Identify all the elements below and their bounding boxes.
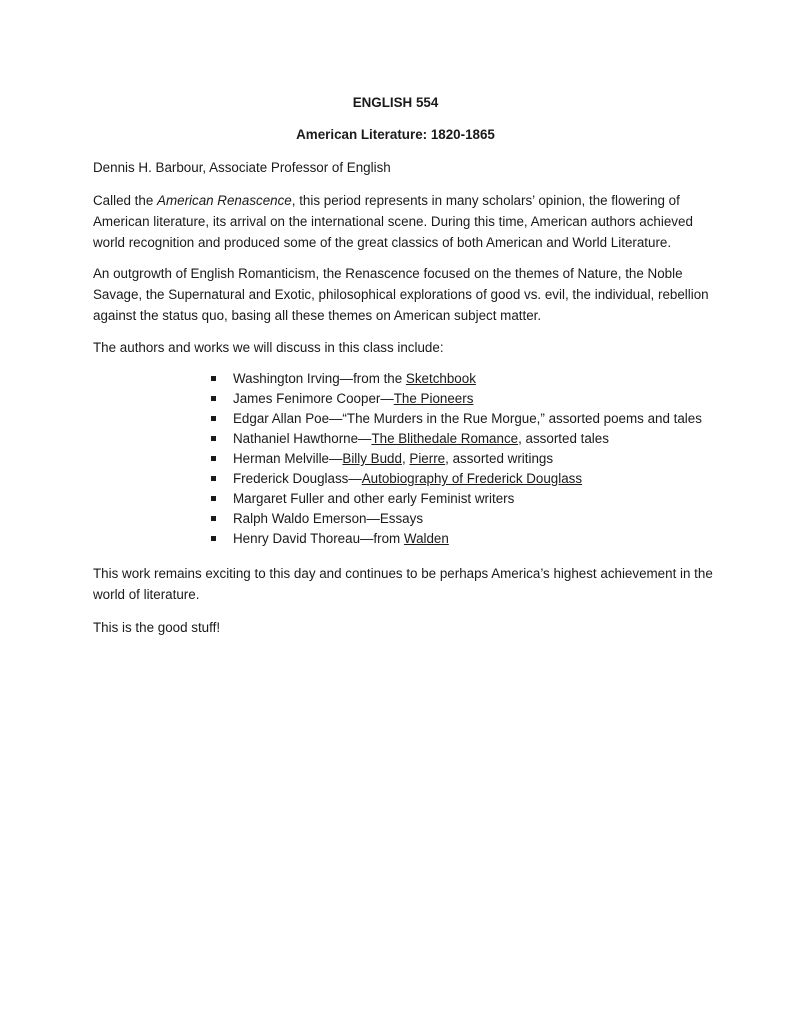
square-bullet-icon bbox=[211, 396, 216, 401]
list-item bbox=[209, 509, 702, 529]
item-title: Billy Budd bbox=[342, 451, 402, 466]
item-text: Margaret Fuller and other early Feminist writers bbox=[233, 491, 515, 506]
list-item bbox=[209, 429, 702, 449]
closing-line: This is the good stuff! bbox=[93, 620, 221, 635]
item-title: Sketchbook bbox=[405, 371, 476, 386]
list-item bbox=[209, 389, 702, 409]
list-item bbox=[209, 369, 702, 389]
item-text: Edgar Allan Poe—“The Murders in the Rue Morgue,” assorted poems and tales bbox=[233, 411, 702, 426]
square-bullet-icon bbox=[211, 496, 216, 501]
item-text: Washington Irving—from the bbox=[233, 371, 406, 386]
square-bullet-icon bbox=[211, 436, 216, 441]
intro-emphasis: American Renascence bbox=[157, 193, 292, 208]
square-bullet-icon bbox=[211, 376, 216, 381]
list-item bbox=[209, 449, 702, 469]
item-text-end: , assorted writings bbox=[445, 451, 554, 466]
intro-text-start: Called the bbox=[93, 193, 158, 208]
square-bullet-icon bbox=[211, 416, 216, 421]
intro-text-end: , this period represents in many scholars’ opinion, the flowering of American literature, its arrival on the international scene. During this time, American authors achieved world recognition and produced some of the great classics of both American and World Literature. bbox=[93, 193, 693, 250]
works-list bbox=[209, 369, 702, 549]
item-title: Walden bbox=[403, 531, 449, 546]
square-bullet-icon bbox=[211, 456, 216, 461]
square-bullet-icon bbox=[211, 516, 216, 521]
square-bullet-icon bbox=[211, 476, 216, 481]
document-title: ENGLISH 554 bbox=[352, 95, 439, 110]
list-item bbox=[209, 409, 702, 429]
intro-paragraph bbox=[93, 190, 713, 253]
item-text: Frederick Douglass— bbox=[233, 471, 362, 486]
themes-paragraph: An outgrowth of English Romanticism, the Renascence focused on the themes of Nature, the Noble Savage, the Supernatural and Exotic, philosophical explorations of good vs. evil, the individual, rebellion against the status quo, basing all these themes on American subject matter. bbox=[93, 266, 709, 323]
list-item bbox=[209, 529, 702, 549]
item-text: Nathaniel Hawthorne— bbox=[233, 431, 372, 446]
conclusion-paragraph: This work remains exciting to this day and continues to be perhaps America’s highest achievement in the world of literature. bbox=[93, 566, 713, 602]
item-title: Autobiography of Frederick Douglass bbox=[361, 471, 583, 486]
author-line: Dennis H. Barbour, Associate Professor of English bbox=[93, 160, 391, 175]
item-separator: , bbox=[401, 451, 410, 466]
document-subtitle: American Literature: 1820-1865 bbox=[296, 127, 495, 142]
list-item bbox=[209, 469, 702, 489]
list-intro-paragraph: The authors and works we will discuss in this class include: bbox=[93, 340, 444, 355]
item-text: Ralph Waldo Emerson—Essays bbox=[233, 511, 424, 526]
item-text: James Fenimore Cooper— bbox=[233, 391, 394, 406]
item-title: The Blithedale Romance bbox=[371, 431, 519, 446]
item-title: The Pioneers bbox=[393, 391, 474, 406]
item-text-end: , assorted tales bbox=[518, 431, 609, 446]
item-title-second: Pierre bbox=[409, 451, 446, 466]
list-item bbox=[209, 489, 702, 509]
item-text: Henry David Thoreau—from bbox=[233, 531, 404, 546]
item-text: Herman Melville— bbox=[233, 451, 343, 466]
square-bullet-icon bbox=[211, 536, 216, 541]
